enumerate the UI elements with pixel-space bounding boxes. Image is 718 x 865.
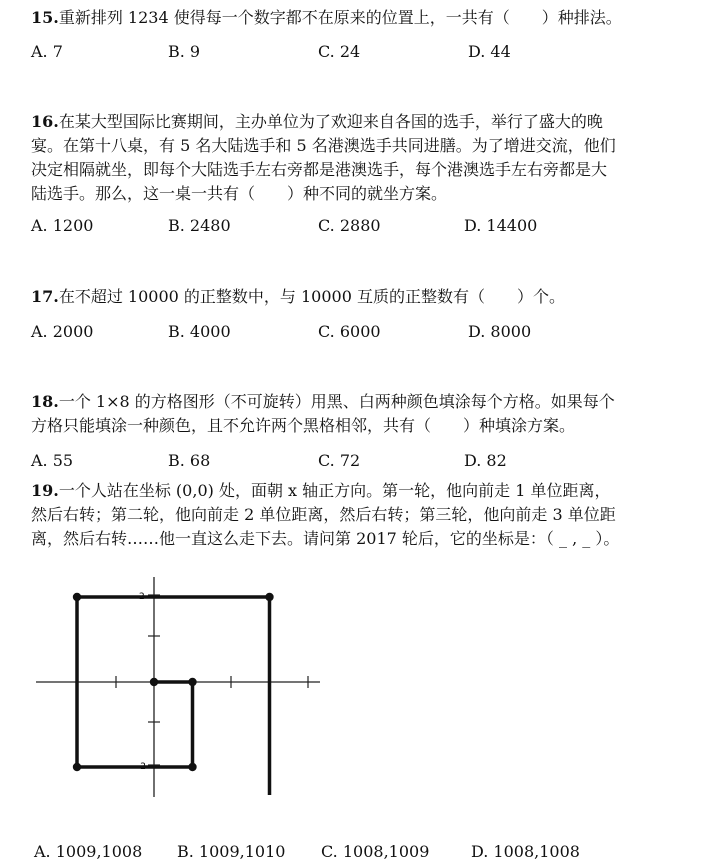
option-a: A. 7 bbox=[31, 42, 63, 61]
option-d: D. 44 bbox=[468, 42, 511, 61]
path-vertex bbox=[73, 593, 81, 601]
question-dot: . bbox=[53, 481, 59, 500]
spiral-path-figure bbox=[30, 575, 330, 800]
question-text-line: 陆选手。那么，这一桌一共有（ ）种不同的就坐方案。 bbox=[31, 184, 448, 203]
option-c: C. 1008,1009 bbox=[321, 842, 430, 861]
question-text-line: 决定相隔就坐，即每个大陆选手左右旁都是港澳选手，每个港澳选手左右旁都是大 bbox=[31, 160, 608, 179]
option-d: D. 82 bbox=[464, 451, 507, 470]
option-a: A. 1200 bbox=[31, 216, 94, 235]
question-17 bbox=[31, 285, 691, 309]
path-vertex bbox=[188, 763, 196, 771]
option-b: B. 1009,1010 bbox=[177, 842, 286, 861]
question-text-line: 在某大型国际比赛期间，主办单位为了欢迎来自各国的选手，举行了盛大的晚 bbox=[58, 112, 603, 131]
option-c: C. 6000 bbox=[318, 322, 381, 341]
option-c: C. 24 bbox=[318, 42, 361, 61]
question-number: 16 bbox=[31, 112, 54, 131]
option-a: A. 1009,1008 bbox=[34, 842, 143, 861]
question-text-line: 方格只能填涂一种颜色，且不允许两个黑格相邻，共有（ ）种填涂方案。 bbox=[31, 416, 576, 435]
option-c: C. 2880 bbox=[318, 216, 381, 235]
question-text-line: 一个 1×8 的方格图形（不可旋转）用黑、白两种颜色填涂每个方格。如果每个 bbox=[58, 392, 615, 411]
question-dot: . bbox=[53, 112, 59, 131]
question-19 bbox=[31, 479, 691, 551]
question-text-line: 然后右转；第二轮，他向前走 2 单位距离，然后右转；第三轮，他向前走 3 单位距 bbox=[31, 505, 616, 524]
question-text: 在不超过 10000 的正整数中，与 10000 互质的正整数有（ ）个。 bbox=[58, 287, 565, 306]
question-16 bbox=[31, 110, 691, 206]
spiral-path bbox=[77, 597, 270, 795]
tick-label-bottom: -2 bbox=[137, 762, 146, 772]
path-vertex bbox=[73, 763, 81, 771]
path-vertex bbox=[265, 593, 273, 601]
question-number: 15 bbox=[31, 8, 54, 27]
path-vertex bbox=[188, 678, 196, 686]
path-vertex bbox=[150, 678, 158, 686]
question-text-line: 宴。在第十八桌，有 5 名大陆选手和 5 名港澳选手共同进膳。为了增进交流，他们 bbox=[31, 136, 616, 155]
question-text-line: 一个人站在坐标 (0,0) 处，面朝 x 轴正方向。第一轮，他向前走 1 单位距离， bbox=[58, 481, 611, 500]
question-18 bbox=[31, 390, 691, 438]
option-d: D. 8000 bbox=[468, 322, 532, 341]
question-dot: . bbox=[53, 8, 59, 27]
tick-label-top: 2 bbox=[139, 592, 145, 602]
question-text: 重新排列 1234 使得每一个数字都不在原来的位置上，一共有（ ）种排法。 bbox=[58, 8, 622, 27]
question-number: 18 bbox=[31, 392, 54, 411]
option-d: D. 14400 bbox=[464, 216, 538, 235]
option-b: B. 68 bbox=[168, 451, 211, 470]
option-b: B. 4000 bbox=[168, 322, 231, 341]
option-a: A. 55 bbox=[31, 451, 74, 470]
option-b: B. 9 bbox=[168, 42, 201, 61]
option-d: D. 1008,1008 bbox=[471, 842, 580, 861]
option-a: A. 2000 bbox=[31, 322, 94, 341]
question-number: 17 bbox=[31, 287, 54, 306]
question-text-line: 离，然后右转……他一直这么走下去。请问第 2017 轮后，它的坐标是：（ _ , _ ）。 bbox=[31, 529, 620, 548]
option-c: C. 72 bbox=[318, 451, 361, 470]
question-15 bbox=[31, 6, 691, 30]
question-number: 19 bbox=[31, 481, 54, 500]
option-b: B. 2480 bbox=[168, 216, 231, 235]
question-dot: . bbox=[53, 287, 59, 306]
question-dot: . bbox=[53, 392, 59, 411]
